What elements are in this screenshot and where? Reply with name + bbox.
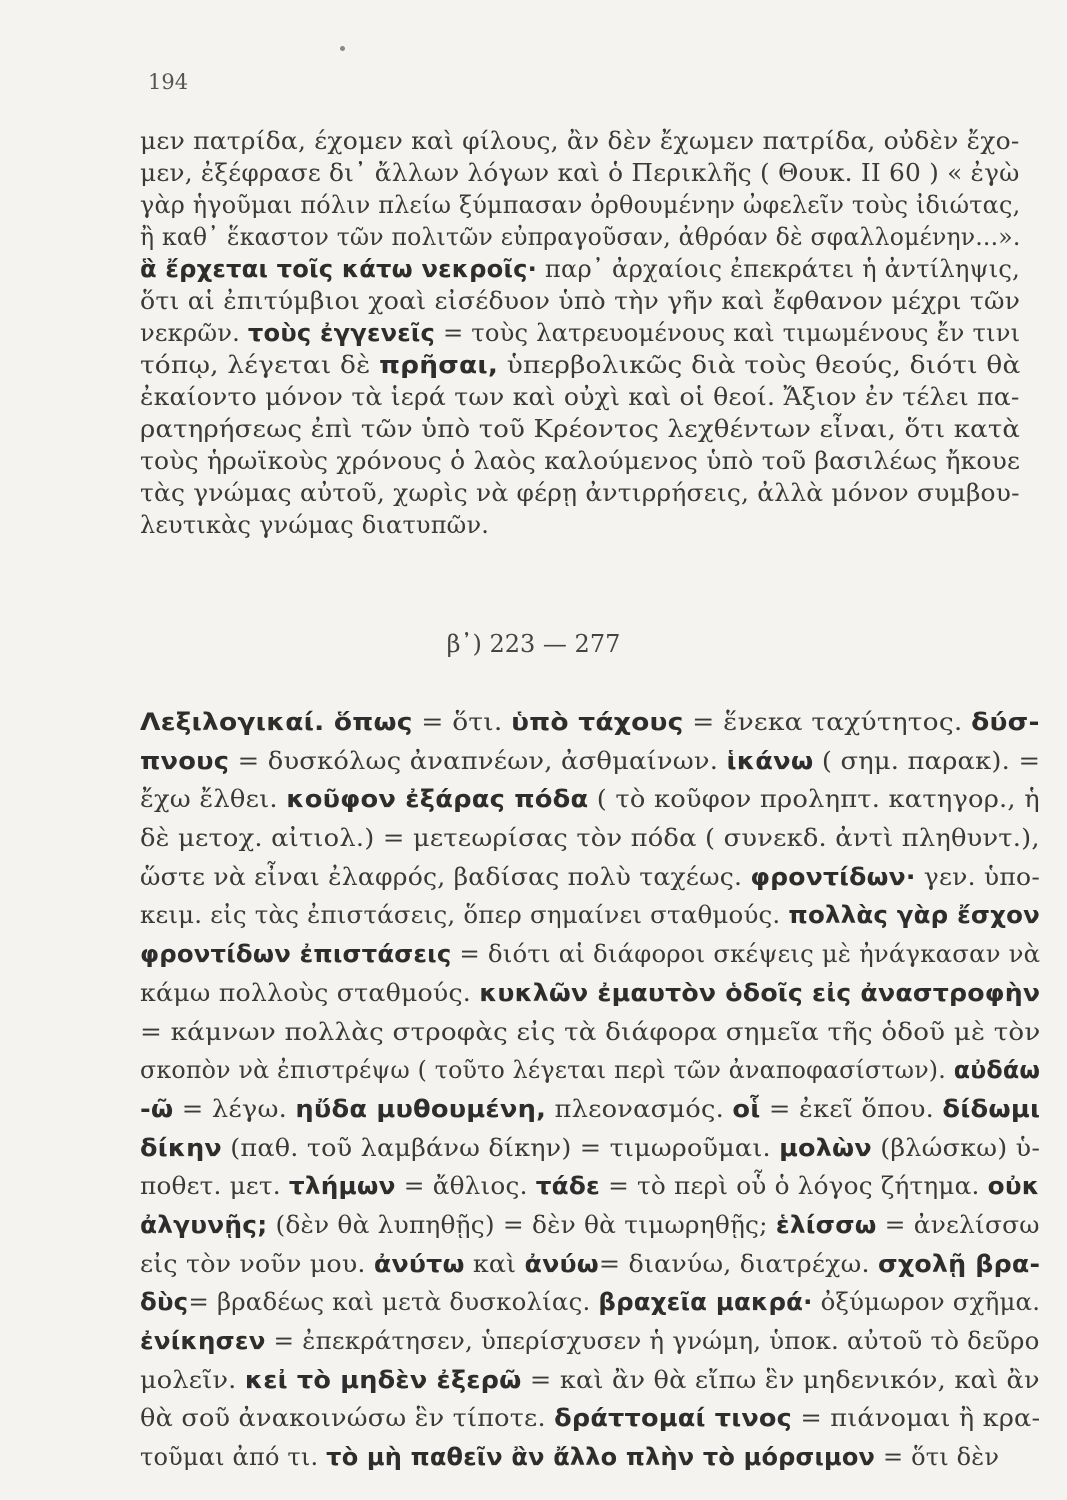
text-run: = ἐπεκράτησεν, ὑπερίσχυσεν ἡ γνώμη, ὑποκ. αὐτοῦ τὸ δεῦρο [265, 1327, 1040, 1355]
text-run: = λέγω. [173, 1094, 296, 1123]
text-line [140, 509, 1045, 541]
bold-term: -ῶ [140, 1094, 174, 1123]
text-line [140, 285, 1020, 317]
text-line [140, 742, 1040, 781]
bold-term: οὐκ [987, 1172, 1040, 1201]
bold-term: ἐνίκησεν [140, 1327, 266, 1355]
section-heading: β᾽) 223 — 277 [446, 630, 621, 658]
text-run: ὥστε νὰ εἶναι ἐλαφρός, βαδίσας πολὺ ταχέως. [140, 862, 751, 891]
bold-term: αὐδάω [953, 1056, 1041, 1085]
text-run: τὰς γνώμας αὐτοῦ, χωρὶς νὰ φέρῃ ἀντιρρήσεις, ἀλλὰ μόνον συμβου- [140, 479, 1020, 507]
text-line [140, 1361, 1040, 1400]
text-line [140, 819, 1040, 858]
text-run: ( τὸ κοῦφον προληπτ. κατηγορ., ἡ [588, 785, 1040, 814]
text-run: τοῦμαι ἀπό τι. [140, 1443, 327, 1472]
bold-term: πνους [140, 746, 230, 775]
bold-term: βραχεῖα μακρά· [598, 1288, 813, 1317]
bold-term: φροντίδων· [750, 862, 916, 891]
bold-term: κοῦφον ἐξάρας πόδα [286, 785, 589, 814]
text-run: = βραδέως καὶ μετὰ δυσκολίας. [188, 1288, 599, 1317]
text-run: = ἐκεῖ ὅπου. [760, 1094, 943, 1123]
text-run: καὶ [464, 1249, 525, 1278]
text-run: = τοὺς λατρευομένους καὶ τιμωμένους ἔν τινι [435, 319, 1021, 347]
text-run: = ὅτι δὲν [875, 1443, 1000, 1472]
text-run: ρατηρήσεως ἐπὶ τῶν ὑπὸ τοῦ Κρέοντος λεχθέντων εἶναι, ὅτι κατὰ [140, 415, 1021, 443]
bold-term: φροντίδων ἐπιστάσεις [140, 940, 452, 969]
text-run: μολεῖν. [140, 1365, 245, 1394]
bold-term: ηὔδα μυθουμένη, [295, 1094, 547, 1123]
bold-term: τοὺς ἐγγενεῖς [247, 319, 436, 347]
text-run: = δυσκόλως ἀναπνέων, ἀσθμαίνων. [229, 746, 727, 775]
text-run: = τὸ περὶ οὗ ὁ λόγος ζήτημα. [600, 1172, 988, 1201]
text-run: (παθ. τοῦ λαμβάνω δίκην) = τιμωροῦμαι. [221, 1133, 780, 1162]
text-line [140, 858, 1040, 897]
text-line [140, 317, 1020, 349]
bold-term: ἀλγυνῇς; [140, 1210, 268, 1239]
bold-term: ἃ ἔρχεται τοῖς κάτω νεκροῖς· [140, 255, 537, 283]
text-line [140, 780, 1040, 819]
text-line [140, 189, 1020, 221]
bold-term: κυκλῶν ἐμαυτὸν ὁδοῖς εἰς ἀναστροφὴν [479, 978, 1041, 1007]
text-run: = διότι αἱ διάφοροι σκέψεις μὲ ἠνάγκασαν νὰ [451, 940, 1041, 969]
text-run: ὑπερβολικῶς διὰ τοὺς θεούς, διότι θὰ [498, 351, 1021, 379]
text-line [140, 1283, 1040, 1322]
text-run: μεν, ἐξέφρασε δι᾽ ἄλλων λόγων καὶ ὁ Περικλῆς ( Θουκ. II 60 ) « ἐγὼ [140, 159, 1020, 187]
bold-term: δύσ- [971, 708, 1040, 736]
bold-term: τλήμων [288, 1172, 396, 1201]
text-run: γὰρ ἡγοῦμαι πόλιν πλείω ξύμπασαν ὀρθουμένην ὠφελεῖν τοὺς ἰδιώτας, [140, 191, 1021, 219]
text-run: ἔχω ἔλθει. [140, 785, 287, 814]
text-line [140, 1051, 1040, 1090]
bold-term: τὸ μὴ παθεῖν ἂν ἄλλο πλὴν τὸ μόρσιμον [326, 1443, 876, 1472]
bold-term: ἀνύω [524, 1249, 599, 1278]
text-run: ὀξύμωρον σχῆμα. [812, 1288, 1041, 1317]
bold-term: πολλὰς γὰρ ἔσχον [788, 901, 1041, 930]
text-run: παρ᾽ ἀρχαίοις ἐπεκράτει ἡ ἀντίληψις, [536, 255, 1020, 283]
text-line [140, 1090, 1040, 1129]
bold-term: δὺς [140, 1288, 189, 1317]
text-run: πλεονασμός. [546, 1094, 733, 1123]
text-line [140, 1167, 1039, 1206]
text-run: (δὲν θὰ λυπηθῇς) = δὲν θὰ τιμωρηθῇς; [267, 1210, 776, 1239]
text-line [140, 896, 1040, 935]
bold-term: δίδωμι [942, 1094, 1041, 1123]
text-run: ὅτι αἱ ἐπιτύμβιοι χοαὶ εἰσέδυον ὑπὸ τὴν γῆν καὶ ἔφθανον μέχρι τῶν [140, 287, 1021, 315]
text-run: κειμ. εἰς τὰς ἐπιστάσεις, ὅπερ σημαίνει σταθμούς. [140, 901, 789, 930]
text-line [140, 974, 1040, 1013]
text-run: τόπῳ, λέγεται δὲ [140, 351, 380, 379]
paragraph-commentary [140, 125, 1045, 541]
text-line [140, 1013, 1040, 1052]
page-number: 194 [148, 70, 189, 94]
text-line [140, 381, 1020, 413]
paragraph-lexical-notes [140, 703, 1045, 1477]
bold-term: δράττομαί τινος [554, 1404, 793, 1433]
bold-term: ἑλίσσω [775, 1210, 877, 1239]
ink-speck [340, 46, 345, 51]
text-run: μεν πατρίδα, έχομεν καὶ φίλους, ἂν δὲν ἔχωμεν πατρίδα, οὐδὲν ἔχο- [140, 127, 1020, 155]
text-run: ἐκαίοντο μόνον τὰ ἱερά των καὶ οὐχὶ καὶ οἱ θεοί. Ἄξιον ἐν τέλει πα- [140, 383, 1020, 411]
text-line [140, 253, 1020, 285]
text-line [140, 703, 1040, 742]
bold-term: τάδε [535, 1172, 601, 1201]
bold-term: ὑπὸ τάχους [511, 708, 684, 736]
text-run: = διανύω, διατρέχω. [598, 1249, 878, 1278]
text-run: = καὶ ἂν θὰ εἴπω ἓν μηδενικόν, καὶ ἂν [521, 1365, 1040, 1394]
text-line [140, 349, 1020, 381]
text-line [140, 221, 1021, 253]
text-line [140, 1438, 1045, 1477]
bold-term: πρῆσαι, [379, 351, 499, 379]
bold-term: σχολῇ βρα- [877, 1249, 1041, 1278]
text-line [140, 1399, 1040, 1438]
bold-term: ἀνύτω [373, 1249, 465, 1278]
text-run: ( σημ. παρακ). = [813, 746, 1041, 775]
text-line [140, 1322, 1040, 1361]
bold-term: μολὼν [779, 1133, 872, 1162]
text-run: = ἀνελίσσω [876, 1210, 1040, 1239]
bold-term: οἷ [732, 1094, 761, 1123]
text-run: ἢ καθ᾽ ἕκαστον τῶν πολιτῶν εὐπραγοῦσαν, ἀθρόαν δὲ σφαλλομένην...». [140, 223, 1021, 251]
text-run: = κάμνων πολλὰς στροφὰς εἰς τὰ διάφορα σημεῖα τῆς ὁδοῦ μὲ τὸν [140, 1017, 1041, 1046]
text-run: δὲ μετοχ. αἰτιολ.) = μετεωρίσας τὸν πόδα ( συνεκδ. ἀντὶ πληθυντ.), [140, 824, 1040, 853]
text-line [140, 413, 1020, 445]
text-run: θὰ σοῦ ἀνακοινώσω ἓν τίποτε. [140, 1404, 555, 1433]
text-run: = ἄθλιος. [395, 1172, 536, 1201]
bold-term: Λεξιλογικαί. [140, 708, 334, 736]
text-line [140, 125, 1019, 157]
bold-term: κεἰ τὸ μηδὲν ἐξερῶ [244, 1365, 522, 1394]
text-line [140, 1245, 1040, 1284]
text-run: (βλώσκω) ὑ- [871, 1133, 1041, 1162]
text-run: = ὅτι. [412, 708, 512, 736]
bold-term: ὅπως [333, 708, 413, 736]
text-run: κάμω πολλοὺς σταθμούς. [140, 978, 480, 1007]
text-run: νεκρῶν. [140, 319, 248, 347]
text-run: εἰς τὸν νοῦν μου. [140, 1249, 374, 1278]
text-line [140, 445, 1020, 477]
text-run: τοὺς ἡρωϊκοὺς χρόνους ὁ λαὸς καλούμενος ὑπὸ τοῦ βασιλέως ἤκουε [140, 447, 1021, 475]
text-run: γεν. ὑπο- [915, 862, 1041, 891]
text-line [140, 1129, 1040, 1168]
text-run: σκοπὸν νὰ ἐπιστρέψω ( τοῦτο λέγεται περὶ τῶν ἀναποφασίστων). [140, 1056, 954, 1085]
text-run: = ἕνεκα ταχύτητος. [683, 708, 972, 736]
bold-term: δίκην [140, 1133, 222, 1162]
text-line [140, 935, 1040, 974]
text-run: = πιάνομαι ἢ κρα- [792, 1404, 1041, 1433]
text-line [140, 1206, 1040, 1245]
text-line [140, 477, 1020, 509]
text-run: ποθετ. μετ. [140, 1172, 289, 1201]
text-line [140, 157, 1020, 189]
bold-term: ἱκάνω [726, 746, 814, 775]
text-run: λευτικὰς γνώμας διατυπῶν. [140, 511, 490, 539]
